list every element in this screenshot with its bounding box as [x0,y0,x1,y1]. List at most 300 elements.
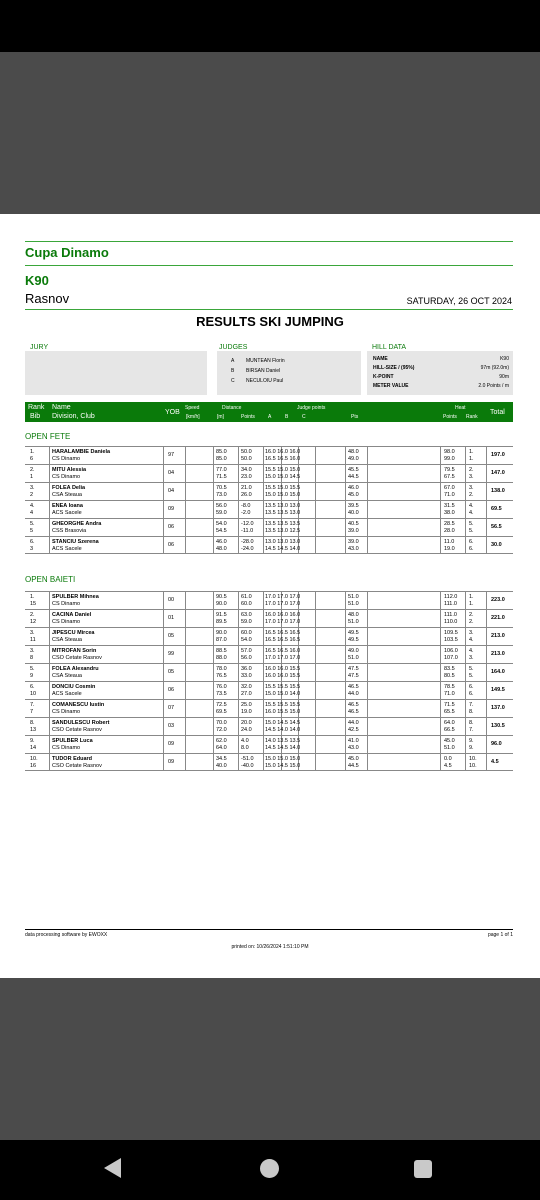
athlete-row [25,627,513,645]
judge-points: 43.0 [348,546,359,552]
column-divider [263,736,264,753]
distance-points: 8.0 [241,745,249,751]
column-divider [440,754,441,771]
distance-points: 50.0 [241,456,252,462]
column-divider [440,447,441,464]
judge-scores: 16.5 16.5 16.5 [265,637,301,643]
heat-rank: 6. [469,546,474,552]
rank: 7. [30,702,35,708]
judge-points: 40.0 [348,510,359,516]
athlete-row [25,663,513,681]
athlete-row [25,536,513,554]
bib: 16 [30,763,37,769]
hill-data-box [367,351,513,395]
heat-points: 19.0 [444,546,455,552]
distance-points: 33.0 [241,673,252,679]
column-divider [465,700,466,717]
distance: 70.0 [216,720,227,726]
distance: 70.5 [216,485,227,491]
column-divider [345,592,346,609]
judge-points: 44.0 [348,691,359,697]
distance: 46.0 [216,539,227,545]
column-divider [185,610,186,627]
club: CSO Cetate Rasnov [52,655,102,661]
distance: 90.0 [216,601,227,607]
column-divider [486,718,487,735]
distance: 72.5 [216,702,227,708]
judge-points: 49.0 [348,456,359,462]
viewer-background-bottom [0,978,540,1140]
column-divider [185,592,186,609]
column-divider [185,465,186,482]
category-title: OPEN FETE [25,432,71,441]
col-heat: Heat [455,405,466,411]
club: CS Dinamo [52,456,81,462]
heat-rank: 6. [469,684,474,690]
heat-points: 64.0 [444,720,455,726]
heat-points: 106.0 [444,648,458,654]
heat-rank: 5. [469,528,474,534]
column-divider [440,592,441,609]
header-rule [25,241,513,242]
distance-points: 26.0 [241,492,252,498]
rank: 2. [30,467,35,473]
distance: 91.5 [216,612,227,618]
yob: 09 [168,506,175,512]
column-divider [213,537,214,554]
distance-points: 20.0 [241,720,252,726]
heat-points: 11.0 [444,539,455,545]
total-points: 223.0 [491,597,505,603]
judge-scores: 15.5 15.0 15.0 [265,467,301,473]
judge-points: 40.5 [348,521,359,527]
viewer-background-top [0,52,540,214]
bib: 9 [30,673,34,679]
total-points: 56.5 [491,524,502,530]
column-divider [185,483,186,500]
bib: 1 [30,474,34,480]
column-divider [315,519,316,536]
column-divider [163,628,164,645]
column-divider [486,664,487,681]
hill-data-value: 97m (92.0m) [480,365,509,371]
club: CS Dinamo [52,474,81,480]
rank: 5. [30,666,35,672]
heat-points: 107.0 [444,655,458,661]
footer-rule [25,929,513,930]
bib: 8 [30,655,34,661]
heat-points: 83.5 [444,666,455,672]
judge-points: 47.5 [348,673,359,679]
heat-rank: 7. [469,702,474,708]
col-name: Name [52,404,71,411]
column-divider [440,483,441,500]
judge-scores: 16.5 16.5 16.0 [265,456,301,462]
column-divider [238,664,239,681]
column-divider [486,682,487,699]
column-divider [440,718,441,735]
athlete-row [25,482,513,500]
distance: 64.0 [216,745,227,751]
column-divider [213,447,214,464]
judge-scores: 16.5 16.5 16.0 [265,648,301,654]
column-divider [263,664,264,681]
bib: 14 [30,745,37,751]
heat-points: 67.5 [444,474,455,480]
back-icon[interactable] [104,1158,121,1178]
heat-rank: 4. [469,503,474,509]
column-divider [345,465,346,482]
judge-scores: 13.5 13.5 13.0 [265,510,301,516]
judge-scores: 14.5 14.5 14.0 [265,546,301,552]
distance-points: 21.0 [241,485,252,491]
column-divider [315,718,316,735]
yob: 09 [168,741,175,747]
footer-page: page 1 of 1 [487,932,513,938]
bib: 15 [30,601,37,607]
column-divider [238,537,239,554]
distance: 90.0 [216,630,227,636]
column-divider [185,736,186,753]
col-heat-points: Points [443,414,457,420]
column-divider [263,447,264,464]
athlete-name: COMANESCU Iustin [52,702,105,708]
col-heat-rank: Rank [466,414,478,420]
column-divider [345,447,346,464]
yob: 99 [168,651,175,657]
bib: 12 [30,619,37,625]
bib: 10 [30,691,37,697]
column-divider [345,537,346,554]
heat-rank: 1. [469,594,474,600]
hill-data-key: METER VALUE [373,383,409,389]
judge-points: 45.0 [348,756,359,762]
distance-points: 36.0 [241,666,252,672]
heat-points: 66.5 [444,727,455,733]
judge-points: 46.5 [348,684,359,690]
column-divider [263,537,264,554]
heat-rank: 2. [469,612,474,618]
judge-scores: 17.0 17.0 17.0 [265,655,301,661]
judge-points: 51.0 [348,601,359,607]
column-divider [486,754,487,771]
column-divider [315,537,316,554]
rank: 2. [30,612,35,618]
judges-label: JUDGES [219,344,248,351]
judge-points: 49.5 [348,630,359,636]
total-points: 197.0 [491,452,505,458]
rank: 10. [30,756,38,762]
yob: 04 [168,488,175,494]
column-divider [163,736,164,753]
column-divider [213,610,214,627]
venue: Rasnov [25,291,70,306]
column-divider [49,628,50,645]
column-divider [163,501,164,518]
judge-points: 46.5 [348,702,359,708]
judge-points: 44.5 [348,763,359,769]
column-divider [486,736,487,753]
athlete-name: HARALAMBIE Daniela [52,449,111,455]
heat-points: 31.5 [444,503,455,509]
column-divider [486,465,487,482]
column-divider [465,519,466,536]
heat-rank: 10. [469,763,477,769]
column-divider [163,610,164,627]
judge-scores: 13.5 13.0 12.5 [265,528,301,534]
judge-scores: 15.0 14.5 14.5 [265,720,301,726]
column-divider [367,754,368,771]
distance-points: 54.0 [241,637,252,643]
rank: 1. [30,449,35,455]
heat-rank: 1. [469,449,474,455]
column-divider [345,754,346,771]
column-divider [263,646,264,663]
column-divider [185,519,186,536]
athlete-row [25,518,513,536]
total-points: 213.0 [491,633,505,639]
column-divider [367,664,368,681]
yob: 05 [168,669,175,675]
home-icon[interactable] [260,1159,279,1178]
column-divider [49,754,50,771]
column-divider [440,664,441,681]
distance-points: 19.0 [241,709,252,715]
distance: 85.0 [216,456,227,462]
heat-points: 109.5 [444,630,458,636]
footer-software: data processing software by EWOXX [25,932,108,938]
column-divider [345,682,346,699]
heat-rank: 1. [469,601,474,607]
distance: 62.0 [216,738,227,744]
hill-data-label: HILL DATA [372,344,407,351]
judge-points: 47.5 [348,666,359,672]
hill-data-value: 90m [499,374,509,380]
judge-scores: 17.0 17.0 17.0 [265,619,301,625]
distance: 85.0 [216,449,227,455]
column-divider [263,754,264,771]
column-divider [238,646,239,663]
rank: 6. [30,539,35,545]
heat-points: 38.0 [444,510,455,516]
column-divider [213,501,214,518]
column-divider [185,537,186,554]
heat-points: 103.5 [444,637,458,643]
column-divider [367,718,368,735]
judge-points: 48.0 [348,612,359,618]
judge-scores: 15.0 15.0 14.5 [265,474,301,480]
club: CSA Steaua [52,673,82,679]
column-divider [49,537,50,554]
distance: 88.5 [216,648,227,654]
heat-rank: 8. [469,720,474,726]
column-divider [440,700,441,717]
club: ACS Sacele [52,546,82,552]
athlete-name: DONCIU Cosmin [52,684,96,690]
distance: 48.0 [216,546,227,552]
distance-points: 63.0 [241,612,252,618]
column-divider [163,465,164,482]
heat-rank: 4. [469,510,474,516]
col-judge-pts: Pts [351,414,359,420]
heat-rank: 2. [469,467,474,473]
distance-points: 61.0 [241,594,252,600]
distance-points: 60.0 [241,601,252,607]
column-divider [315,592,316,609]
column-divider [238,682,239,699]
judge-points: 51.0 [348,619,359,625]
column-divider [440,465,441,482]
athlete-name: FOLEA Delia [52,485,86,491]
jury-label: JURY [30,344,49,351]
column-divider [465,628,466,645]
total-points: 4.5 [491,759,499,765]
column-divider [367,592,368,609]
heat-points: 28.0 [444,528,455,534]
column-divider [315,483,316,500]
heat-rank: 3. [469,630,474,636]
distance-points: -51.0 [241,756,254,762]
yob: 09 [168,759,175,765]
heat-rank: 4. [469,648,474,654]
distance-points: 32.0 [241,684,252,690]
column-divider [440,501,441,518]
judge-points: 44.5 [348,474,359,480]
event-date: SATURDAY, 26 OCT 2024 [406,296,512,306]
column-divider [345,664,346,681]
column-divider [345,718,346,735]
col-judge-c: C [302,414,306,420]
athlete-name: SPULBER Mihnea [52,594,99,600]
athlete-name: SANDULESCU Robert [52,720,110,726]
heat-points: 110.0 [444,619,458,625]
results-table-header [25,402,513,422]
judge-points: 45.0 [348,492,359,498]
column-divider [263,465,264,482]
column-divider [367,736,368,753]
column-divider [163,519,164,536]
bib: 11 [30,637,36,643]
distance-points: 34.0 [241,467,252,473]
column-divider [185,646,186,663]
judge-scores: 13.5 13.0 13.0 [265,503,301,509]
heat-points: 65.5 [444,709,455,715]
total-points: 137.0 [491,705,505,711]
distance-points: 57.0 [241,648,252,654]
total-points: 138.0 [491,488,505,494]
distance: 90.5 [216,594,227,600]
distance-points: 59.0 [241,619,252,625]
heat-rank: 6. [469,691,474,697]
judge-letter: B [231,368,235,374]
heat-rank: 9. [469,738,474,744]
column-divider [163,718,164,735]
total-points: 164.0 [491,669,505,675]
judge-points: 51.0 [348,655,359,661]
column-divider [440,646,441,663]
column-divider [367,537,368,554]
column-divider [486,610,487,627]
total-points: 30.0 [491,542,502,548]
column-divider [238,483,239,500]
distance: 73.5 [216,691,227,697]
column-divider [486,646,487,663]
column-divider [465,646,466,663]
distance-points: 24.0 [241,727,252,733]
rank: 3. [30,485,35,491]
distance-points: 25.0 [241,702,252,708]
col-total: Total [490,409,505,416]
yob: 06 [168,687,175,693]
col-judge-a: A [268,414,272,420]
column-divider [486,501,487,518]
distance: 54.0 [216,521,227,527]
column-divider [465,610,466,627]
column-divider [440,736,441,753]
heat-points: 71.5 [444,702,455,708]
heat-rank: 2. [469,619,474,625]
heat-points: 111.0 [444,601,457,607]
column-divider [163,646,164,663]
column-divider [185,700,186,717]
col-bib: Bib [30,413,41,420]
athlete-row [25,609,513,627]
competition-title: Cupa Dinamo [25,245,109,260]
status-bar [0,0,540,52]
yob: 06 [168,524,175,530]
athlete-name: GHEORGHE Andra [52,521,102,527]
heat-points: 98.0 [444,449,455,455]
column-divider [440,682,441,699]
column-divider [440,610,441,627]
judge-letter: A [231,358,235,364]
recent-apps-icon[interactable] [414,1160,432,1178]
judge-scores: 13.5 13.5 13.5 [265,521,301,527]
athlete-name: JIPESCU Mircea [52,630,95,636]
judge-name: NECULOIU Paul [246,378,284,384]
hill-data-key: NAME [373,356,388,362]
col-speed-unit: [km/h] [186,414,200,420]
column-divider [185,718,186,735]
column-divider [440,519,441,536]
column-divider [315,736,316,753]
results-title: RESULTS SKI JUMPING [196,314,344,329]
heat-points: 71.0 [444,691,455,697]
results-document[interactable] [0,214,540,978]
heat-rank: 5. [469,521,474,527]
column-divider [465,447,466,464]
rank: 3. [30,648,35,654]
column-divider [213,700,214,717]
column-divider [163,664,164,681]
distance: 59.0 [216,510,227,516]
total-points: 147.0 [491,470,505,476]
club: CSO Cetate Rasnov [52,763,102,769]
judge-points: 39.0 [348,528,359,534]
judge-points: 42.5 [348,727,359,733]
distance-points: 4.0 [241,738,249,744]
athlete-row [25,500,513,518]
distance-points: -2.0 [241,510,251,516]
column-divider [238,718,239,735]
yob: 07 [168,705,175,711]
distance: 56.0 [216,503,227,509]
distance: 69.5 [216,709,227,715]
column-divider [315,682,316,699]
distance-points: -11.0 [241,528,254,534]
hill-title: K90 [25,273,49,288]
judge-points: 46.5 [348,709,359,715]
